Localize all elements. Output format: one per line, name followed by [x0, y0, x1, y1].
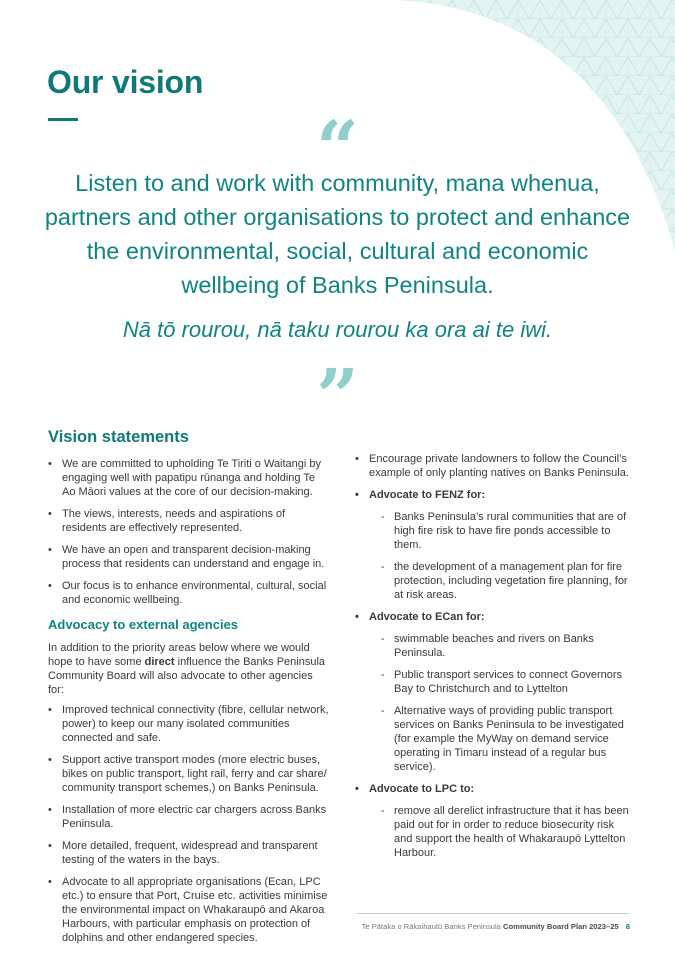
- list-item: • We are committed to upholding Te Tiriti o Waitangi by engaging well with papatipu rūnanga and holding Te Ao Māori values at the core of our decision-making.: [48, 457, 330, 499]
- ecan-sublist: [369, 632, 635, 774]
- vision-statements-list: [48, 457, 330, 607]
- sub-item: - remove all derelict infrastructure that it has been paid out for in order to reduce biosecurity risk and support the health of Whakaraupō Lyttelton Harbour.: [369, 804, 635, 860]
- page-footer: [356, 922, 630, 931]
- footer-divider: [356, 913, 629, 914]
- left-column: [48, 427, 330, 953]
- close-quote-icon: ”: [316, 354, 359, 440]
- advocacy-heading: Advocacy to external agencies: [48, 617, 239, 632]
- right-list: [355, 452, 635, 860]
- page-title: Our vision: [47, 64, 204, 100]
- fenz-item: [355, 488, 635, 602]
- lpc-item: [355, 782, 635, 860]
- sub-item: - the development of a management plan for fire protection, including vegetation fire planning, for at risk areas.: [369, 560, 635, 602]
- fenz-sublist: [369, 510, 635, 602]
- fenz-heading: Advocate to FENZ for:: [369, 489, 486, 501]
- list-item: • Support active transport modes (more electric buses, bikes on public transport, light rail, ferry and car share/ community transport schemes,) on Banks Peninsula.: [48, 753, 330, 795]
- ecan-heading: Advocate to ECan for:: [369, 611, 485, 623]
- list-item: • More detailed, frequent, widespread and transparent testing of the waters in the bays.: [48, 839, 330, 867]
- advocacy-intro: In addition to the priority areas below where we would hope to have some direct influence the Banks Peninsula Community Board will also advocate to other agencies for:: [48, 642, 326, 696]
- list-item: • Installation of more electric car chargers across Banks Peninsula.: [48, 803, 330, 831]
- vision-statement: Listen to and work with community, mana whenua, partners and other organisations to protect and enhance the environmental, social, cultural and economic wellbeing of Banks Peninsula.: [44, 170, 631, 298]
- list-item: • Improved technical connectivity (fibre, cellular network, power) to keep our many isolated communities connected and safe.: [48, 703, 330, 745]
- vision-maori-proverb: Nā tō rourou, nā taku rourou ka ora ai te iwi.: [122, 317, 553, 342]
- lpc-heading: Advocate to LPC to:: [369, 783, 475, 795]
- ecan-item: [355, 610, 635, 774]
- list-item: • Our focus is to enhance environmental, cultural, social and economic wellbeing.: [48, 579, 330, 607]
- list-item: • Encourage private landowners to follow the Council’s example of only planting natives on Banks Peninsula.: [355, 452, 635, 480]
- page-number: 8: [625, 922, 630, 931]
- sub-item: - Public transport services to connect Governors Bay to Christchurch and to Lyttelton: [369, 668, 635, 696]
- footer-publication: Te Pātaka o Rākaihautū Banks Peninsula: [361, 922, 501, 931]
- advocacy-list: [48, 703, 330, 945]
- sub-item: - Banks Peninsula’s rural communities that are of high fire risk to have fire ponds accessible to them.: [369, 510, 635, 552]
- direct-emphasis: direct: [144, 656, 175, 668]
- footer-plan-title: Community Board Plan 2023–25: [503, 922, 619, 931]
- open-quote-icon: “: [316, 106, 359, 192]
- list-item: • The views, interests, needs and aspirations of residents are effectively represented.: [48, 507, 330, 535]
- sub-item: - swimmable beaches and rivers on Banks Peninsula.: [369, 632, 635, 660]
- sub-item: - Alternative ways of providing public transport services on Banks Peninsula to be investigated (for example the MyWay on demand service operating in Timaru instead of a regular bus service).: [369, 704, 635, 774]
- vision-statements-heading: Vision statements: [48, 428, 189, 446]
- list-item: • Advocate to all appropriate organisations (Ecan, LPC etc.) to ensure that Port, Cruise etc. activities minimise the environmental impact on Whakaraupō and Akaroa Harbours, with particular emphasis on protection of dolphins and other endangered species.: [48, 875, 330, 945]
- right-column: [355, 452, 635, 868]
- lpc-sublist: [369, 804, 635, 860]
- list-item: • We have an open and transparent decision-making process that residents can understand and engage in.: [48, 543, 330, 571]
